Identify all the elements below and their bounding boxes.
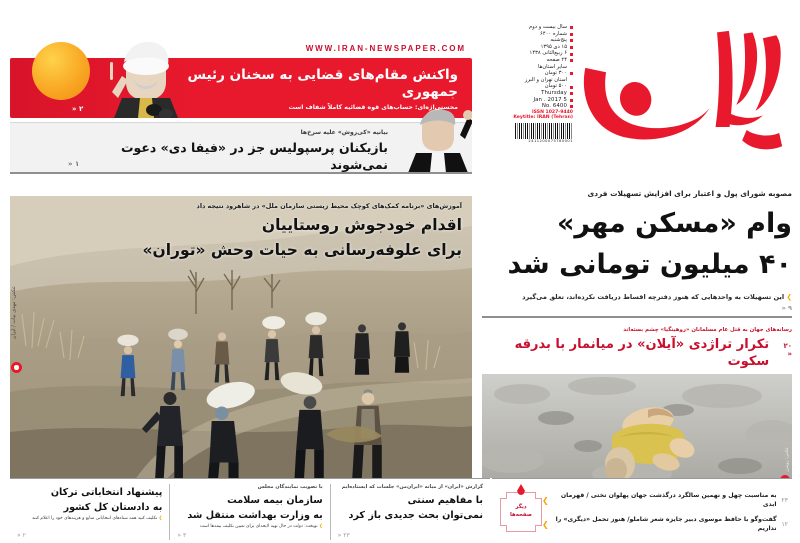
info-keytitle: Keytitle: IRAN (Tehran) <box>513 115 573 121</box>
info-price-tehran-label: استان تهران و البرز <box>524 76 567 83</box>
lead-subhead-text: این تسهیلات به واحدهایی که هنوز دفترچه اقساط دریافت نکرده‌اند، تعلق می‌گیرد <box>522 293 785 301</box>
banner-photo-coach <box>398 105 472 173</box>
bottom-story-headline-2: به دادستان کل کشور <box>63 502 163 513</box>
lead-page-marker[interactable] <box>482 304 792 312</box>
top-banner-story[interactable] <box>10 58 472 118</box>
bottom-story-kicker: گزارش «ایران» از میانه «ایران‌من» جلسات که ایستاده‌ایم <box>341 484 483 490</box>
caret-icon: ❯ <box>786 293 792 301</box>
chevron-icon: « <box>337 532 342 539</box>
bottom-strip <box>0 478 800 543</box>
bottom-story-1[interactable] <box>170 484 330 540</box>
newspaper-logo-iran <box>572 18 794 168</box>
other-pages-item-page: ۲۳ <box>781 496 788 504</box>
main-photo-story[interactable] <box>10 196 472 488</box>
bottom-story-subhead-text: نوبخت: دولت در حال تهیه لایحه‌ای برای تعیین تکلیف بیمه‌ها است <box>199 523 318 529</box>
bottom-story-headline-1: با مفاهیم سنتی <box>407 494 483 506</box>
myanmar-page-marker[interactable] <box>777 342 792 358</box>
corner-mark <box>500 492 507 499</box>
bottom-story-subhead <box>17 516 162 522</box>
info-pages: ۲۴ صفحه <box>508 57 574 64</box>
other-pages-item-text: به مناسبت چهل و نهمین سالگرد درگذشت جهان پهلوان تختی / قهرمان ابدی <box>560 492 777 508</box>
bottom-story-page-number: ۲ <box>22 532 26 539</box>
other-pages-label <box>510 504 532 519</box>
other-pages-badge <box>500 492 542 532</box>
other-pages-item-page: ۱۲ <box>781 520 788 528</box>
bottom-story-page-marker[interactable] <box>338 532 350 539</box>
caret-icon: ❯ <box>542 495 549 505</box>
myanmar-headline: تکرار تراژدی «آیلان» در میانمار با بدرقه سکوت <box>514 337 770 369</box>
lead-page-number: ۹ <box>788 304 792 312</box>
other-pages-item-0[interactable] <box>542 488 792 512</box>
myanmar-kicker: رسانه‌های جهان به قتل عام مسلمانان «روهینگیا» چشم بسته‌اند <box>623 327 792 333</box>
info-date-solar: ۱۵ دی ۱۳۹۵ <box>508 44 574 51</box>
caret-icon: ❯ <box>318 523 323 529</box>
other-pages-item-1[interactable] <box>542 512 792 536</box>
bottom-story-subhead-text: تکلیف کنید همه ستادهای انتخاباتی منابع و هزینه‌های خود را اعلام کنند <box>31 516 158 521</box>
caret-icon: ❯ <box>542 519 549 529</box>
main-content <box>0 174 800 474</box>
header-banners <box>0 22 472 174</box>
bottom-story-headline-1: پیشنهاد انتخاباتی ترکان <box>50 487 163 498</box>
main-photo-headline-2: برای علوفه‌رسانی به حیات وحش «توران» <box>142 241 462 259</box>
chevron-icon: « <box>68 160 73 168</box>
bottom-story-page-marker[interactable] <box>177 532 186 539</box>
myanmar-story[interactable] <box>482 326 792 486</box>
myanmar-photo <box>482 374 792 486</box>
second-banner-page-marker[interactable] <box>68 160 79 168</box>
top-banner-subhead: محسنی‌اژه‌ای: حساب‌های قوه قضائیه کاملاً شفاف است <box>288 104 458 111</box>
bottom-divider-right <box>492 478 792 479</box>
info-number-en: No. 6400 <box>508 103 574 110</box>
other-pages-list <box>542 488 792 536</box>
other-pages-section <box>492 484 792 540</box>
info-date-en: 5 Jan . 2017 <box>508 97 574 104</box>
bottom-story-kicker: با تصویب نمایندگان مجلس <box>257 484 323 490</box>
corner-mark <box>500 525 507 532</box>
bottom-divider-left <box>10 478 490 479</box>
lead-headline-1: وام «مسکن مهر» <box>556 208 792 239</box>
droplet-icon <box>517 484 525 495</box>
main-photo-headline-1: اقدام خودجوش روستاییان <box>261 216 462 234</box>
barcode-number: 2411200075760001 <box>528 138 573 143</box>
info-price-tehran: ۵۰۰ تومان <box>508 83 574 90</box>
second-banner-kicker: بیانیه «کی‌روش» علیه سرخ‌ها <box>300 129 388 136</box>
info-date-lunar: ۶ ربیع‌الثانی ۱۴۳۸ <box>508 50 574 57</box>
info-issn: ISSN 1027-9440 <box>531 109 573 115</box>
second-banner-story[interactable] <box>10 122 472 172</box>
top-banner-text <box>158 67 458 112</box>
top-banner-page-marker[interactable] <box>72 105 83 113</box>
lead-story[interactable] <box>482 188 792 318</box>
top-banner-page-number: ۲ <box>78 105 84 113</box>
barcode <box>515 123 573 139</box>
bottom-story-headline-2: نمی‌توان بحث جدیدی باز کرد <box>348 509 483 521</box>
other-pages-label-2: صفحه‌ها <box>510 512 533 518</box>
chevron-icon: « <box>177 532 182 539</box>
top-banner-headline: واکنش مقام‌های قضایی به سخنان رئیس جمهوری <box>187 67 458 100</box>
other-pages-item-text: گفت‌وگو با حافظ موسوی دبیر جایزه شعر شاملو/ هنوز تحمل «دیگری» را نداریم <box>555 516 777 532</box>
lead-kicker: مصوبه شورای پول و اعتبار برای افزایش تسهیلات فردی <box>587 189 792 198</box>
chevron-icon: « <box>781 304 786 312</box>
chevron-icon: « <box>17 532 21 539</box>
bottom-story-headline-1: سازمان بیمه سلامت <box>227 494 323 506</box>
corner-mark <box>535 525 542 532</box>
camera-dot-icon <box>11 362 22 373</box>
bottom-story-headline-2: به وزارت بهداشت منتقل شد <box>187 509 323 521</box>
bottom-story-subhead <box>177 524 322 530</box>
lead-subhead <box>482 292 792 302</box>
second-banner-headline: بازیکنان پرسپولیس جز در «فیفا دی» دعوت نمی‌شوند <box>120 140 388 172</box>
main-photo-overlay-text <box>82 202 462 261</box>
caret-icon: ❯ <box>158 516 163 521</box>
lead-headline-2: ۴۰ میلیون تومانی شد <box>507 249 792 280</box>
info-price-other-label: سایر استان‌ها <box>538 63 567 70</box>
info-year: سال بیست و دوم <box>508 24 574 31</box>
main-photo-kicker: آموزش‌های «برنامه کمک‌های کوچک محیط زیستی سازمان ملل» در شاهرود نتیجه داد <box>196 202 462 210</box>
website-url[interactable]: WWW.IRAN-NEWSPAPER.COM <box>305 44 466 53</box>
bottom-story-page-number: ۳ <box>182 532 187 539</box>
myanmar-page-number: ۲۰ <box>783 342 792 350</box>
myanmar-photo-credit: عکس: رویترز <box>785 447 790 472</box>
bottom-story-page-marker[interactable] <box>17 532 26 539</box>
info-issue: شماره ۶۴۰۰ <box>508 31 574 38</box>
info-weekday-en: Thursday <box>508 90 574 97</box>
info-weekday-fa: پنج‌شنبه <box>508 37 574 44</box>
lead-divider <box>482 316 792 318</box>
myanmar-headline-row <box>482 336 792 370</box>
second-banner-page-number: ۱ <box>74 160 80 168</box>
main-photo-credit: عکس: مهدی بیات / ایران <box>11 286 17 340</box>
bottom-story-list <box>10 484 490 540</box>
corner-mark <box>535 492 542 499</box>
chevron-icon: « <box>787 350 792 358</box>
masthead <box>482 22 800 174</box>
page-header <box>0 22 800 174</box>
bottom-story-0[interactable] <box>331 484 490 540</box>
bottom-story-page-number: ۲۳ <box>343 532 350 539</box>
chevron-icon: « <box>72 105 77 113</box>
second-banner-text <box>88 128 388 173</box>
info-price-other: ۳۰۰ تومان <box>508 70 574 77</box>
masthead-info-block <box>508 24 574 143</box>
other-pages-label-1: دیگر <box>515 504 527 511</box>
bottom-story-2[interactable] <box>10 484 170 540</box>
sun-graphic <box>32 42 90 100</box>
